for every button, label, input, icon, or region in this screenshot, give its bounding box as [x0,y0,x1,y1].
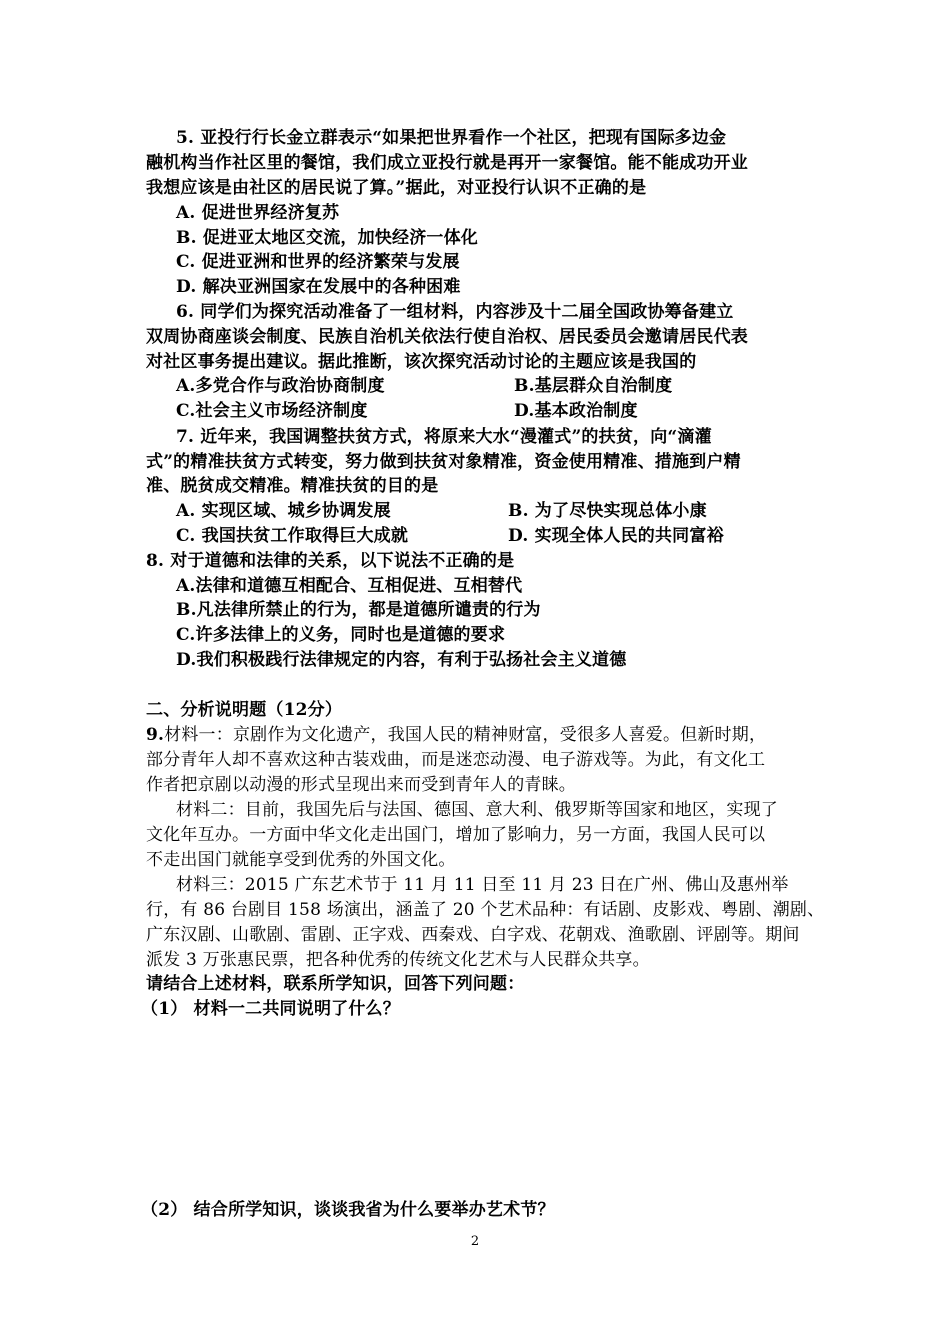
q7-option-c: C. 我国扶贫工作取得巨大成就 [176,526,409,546]
q5-option-b: B. 促进亚太地区交流，加快经济一体化 [176,228,479,248]
q6-option-b: B.基层群众自治制度 [514,376,673,396]
q8-option-c: C.许多法律上的义务，同时也是道德的要求 [176,625,506,645]
q6-stem-line-1: 6. 同学们为探究活动准备了一组材料，内容涉及十二届全国政协筹备建立 [176,302,734,322]
q6-option-d: D.基本政治制度 [514,401,638,421]
q9-material-3-line-4: 派发 3 万张惠民票，把各种优秀的传统文化艺术与人民群众共享。 [146,950,650,970]
q5-stem-line-2: 融机构当作社区里的餐馆，我们成立亚投行就是再开一家餐馆。能不能成功开业 [146,153,748,173]
q9-material-2-line-2: 文化年互办。一方面中华文化走出国门，增加了影响力，另一方面，我国人民可以 [146,825,766,845]
page-number: 2 [470,1234,480,1249]
q5-option-c: C. 促进亚洲和世界的经济繁荣与发展 [176,252,460,272]
q9-material-3-line-1: 材料三：2015 广东艺术节于 11 月 11 日至 11 月 23 日在广州、佛山及惠州举 [176,875,789,895]
q9-subquestion-1: （1） 材料一二共同说明了什么？ [141,999,400,1019]
q7-option-b: B. 为了尽快实现总体小康 [508,501,707,521]
q8-stem: 8. 对于道德和法律的关系，以下说法不正确的是 [146,551,515,571]
q5-option-a: A. 促进世界经济复苏 [176,203,340,223]
q9-material-3-line-2: 行，有 86 台剧目 158 场演出，涵盖了 20 个艺术品种：有话剧、皮影戏、粤剧、潮剧、 [146,900,825,920]
q9-material-2-line-3: 不走出国门就能享受到优秀的外国文化。 [146,850,456,870]
q5-stem-line-1: 5. 亚投行行长金立群表示“如果把世界看作一个社区，把现有国际多边金 [176,128,727,148]
q8-option-d: D.我们积极践行法律规定的内容，有利于弘扬社会主义道德 [176,650,627,670]
section-2-title: 二、分析说明题（12分） [146,700,343,720]
q7-stem-line-1: 7. 近年来，我国调整扶贫方式，将原来大水“漫灌式”的扶贫，向“滴灌 [176,427,712,447]
q7-stem-line-2: 式”的精准扶贫方式转变，努力做到扶贫对象精准，资金使用精准、措施到户精 [146,452,741,472]
q6-stem-line-2: 双周协商座谈会制度、民族自治机关依法行使自治权、居民委员会邀请居民代表 [146,327,748,347]
q9-material-1-line-3: 作者把京剧以动漫的形式呈现出来而受到青年人的青睐。 [146,775,576,795]
q7-option-d: D. 实现全体人民的共同富裕 [508,526,724,546]
q5-stem-line-3: 我想应该是由社区的居民说了算。”据此，对亚投行认识不正确的是 [146,178,647,198]
q9-material-1-line-1 [146,723,766,747]
q9-material-3-line-3: 广东汉剧、山歌剧、雷剧、正字戏、西秦戏、白字戏、花朝戏、渔歌剧、评剧等。期间 [146,925,800,945]
q6-option-a: A.多党合作与政治协商制度 [176,376,385,396]
q9-number: 9. [146,725,165,745]
q7-option-a: A. 实现区域、城乡协调发展 [176,501,391,521]
q9-subquestion-2: （2） 结合所学知识，谈谈我省为什么要举办艺术节？ [141,1200,555,1220]
q9-material-1-line-2: 部分青年人却不喜欢这种古装戏曲，而是迷恋动漫、电子游戏等。为此，有文化工 [146,750,766,770]
q8-option-b: B.凡法律所禁止的行为，都是道德所谴责的行为 [176,600,541,620]
q8-option-a: A.法律和道德互相配合、互相促进、互相替代 [176,576,523,596]
q7-stem-line-3: 准、脱贫成交精准。精准扶贫的目的是 [146,476,439,496]
q9-material-2-line-1: 材料二：目前，我国先后与法国、德国、意大利、俄罗斯等国家和地区，实现了 [176,800,778,820]
q9-instruction: 请结合上述材料，联系所学知识，回答下列问题： [146,974,525,994]
q6-stem-line-3: 对社区事务提出建议。据此推断，该次探究活动讨论的主题应该是我国的 [146,352,697,372]
q5-option-d: D. 解决亚洲国家在发展中的各种困难 [176,277,461,297]
q9-material-1-text: 材料一：京剧作为文化遗产，我国人民的精神财富，受很多人喜爱。但新时期， [164,725,767,745]
q6-option-c: C.社会主义市场经济制度 [176,401,368,421]
